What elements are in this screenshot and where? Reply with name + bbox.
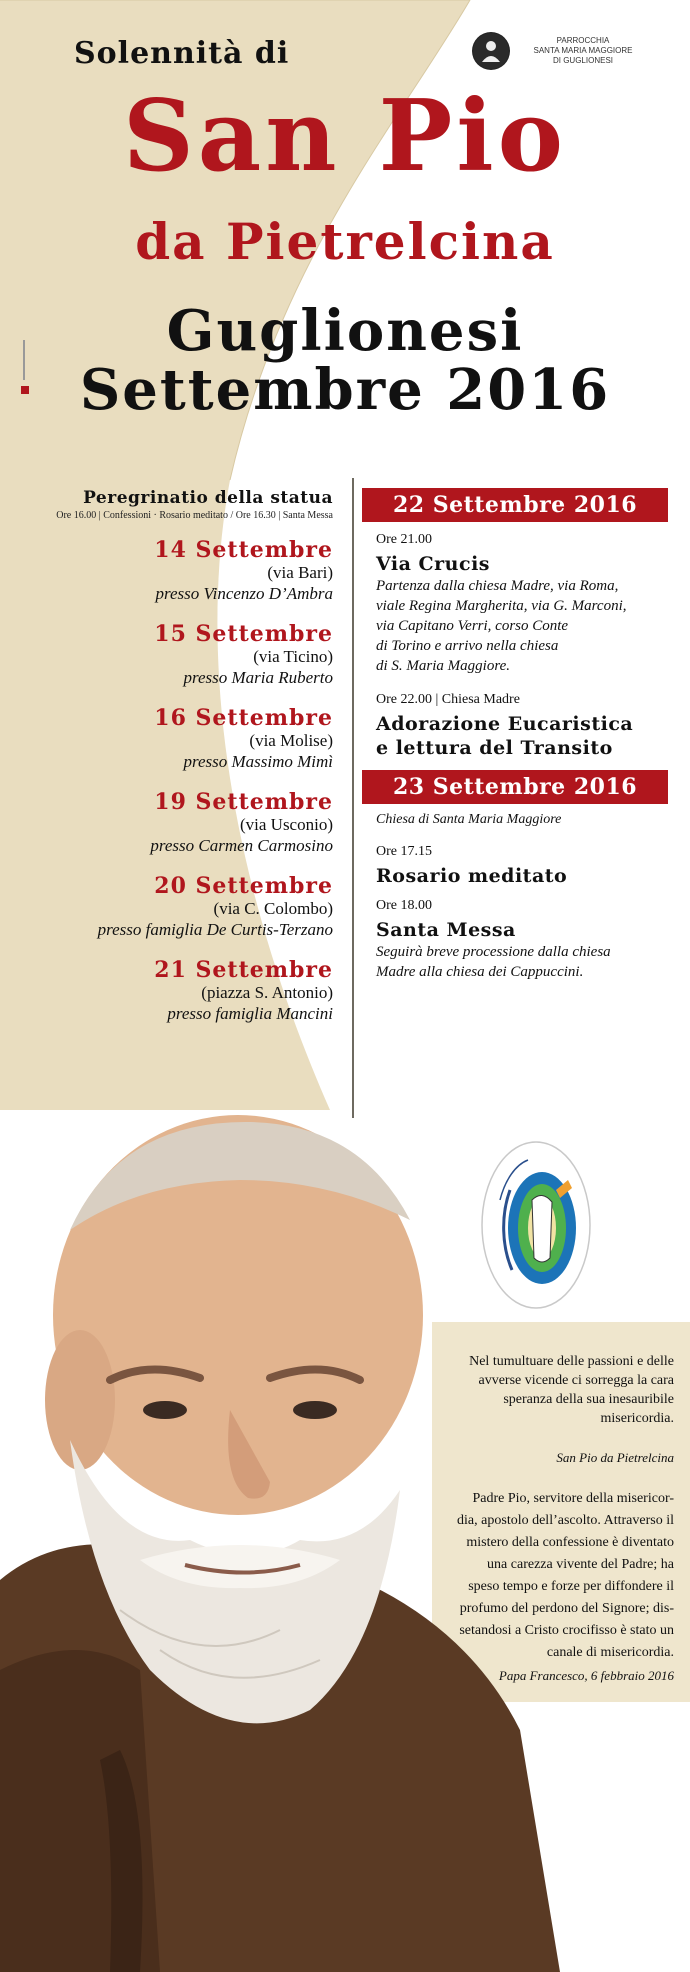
day-banner-23: 23 Settembre 2016 [362, 770, 668, 804]
stop-street: (piazza S. Antonio) [201, 983, 333, 1002]
stop-street: (via C. Colombo) [213, 899, 333, 918]
stop-street: (via Molise) [249, 731, 333, 750]
quote-signature-papa-francesco: Papa Francesco, 6 febbraio 2016 [498, 1668, 674, 1683]
quote-line: Padre Pio, servitore della misericor- [472, 1491, 674, 1506]
event-description-line: Partenza dalla chiesa Madre, via Roma, [376, 578, 619, 594]
peregrinatio-stop [0, 789, 333, 857]
quote-line: speranza della sua inesauribile [503, 1392, 674, 1407]
stop-host: presso famiglia Mancini [167, 1004, 333, 1023]
event-description [362, 576, 672, 676]
peregrinatio-stop [0, 957, 333, 1025]
parish-logo [472, 32, 642, 72]
stop-date: 21 Settembre [154, 957, 333, 983]
quote-line: speso tempo e forze per diffondere il [468, 1579, 674, 1594]
peregrinatio-column [0, 488, 333, 1025]
header-month: Settembre 2016 [79, 356, 611, 423]
event-time: Ore 18.00 [376, 898, 432, 913]
quote-line: una carezza vivente del Padre; ha [487, 1557, 674, 1572]
event-description-line: di Torino e arrivo nella chiesa [376, 638, 559, 654]
stop-host: presso Carmen Carmosino [150, 836, 333, 855]
event-title: Rosario meditato [376, 865, 568, 887]
peregrinatio-stop [0, 621, 333, 689]
stop-street: (via Bari) [267, 563, 333, 582]
event-title-line: Adorazione Eucaristica [376, 713, 634, 735]
quote-line: Nel tumultuare delle passioni e delle [469, 1354, 674, 1369]
quote-line: misericordia. [600, 1411, 674, 1426]
stop-date: 19 Settembre [154, 789, 333, 815]
event-description-line: via Capitano Verri, corso Conte [376, 618, 569, 634]
quote-line: canale di misericordia. [546, 1645, 674, 1660]
stop-host: presso Maria Ruberto [183, 668, 333, 687]
stop-date: 16 Settembre [154, 705, 333, 731]
parish-emblem-icon [472, 32, 510, 70]
quote-signature-san-pio: San Pio da Pietrelcina [556, 1450, 674, 1465]
parish-logo-line: PARROCCHIA [556, 36, 610, 45]
quote-line: profumo del perdono del Signore; dis- [459, 1601, 674, 1616]
event-time: Ore 17.15 [376, 844, 432, 859]
quote-line: setandosi a Cristo crocifisso è stato un [459, 1623, 674, 1638]
event-description-line: Madre alla chiesa dei Cappuccini. [376, 964, 584, 980]
stop-host: presso Vincenzo D’Ambra [155, 584, 333, 603]
peregrinatio-title: Peregrinatio della statua [83, 488, 333, 508]
padre-pio-portrait-illustration [0, 1110, 560, 1972]
event-description-line: viale Regina Margherita, via G. Marconi, [376, 598, 627, 614]
event-title: Santa Messa [376, 919, 516, 941]
stop-host: presso Massimo Mimì [183, 752, 333, 771]
event-time: Ore 21.00 [376, 532, 432, 547]
parish-logo-line: SANTA MARIA MAGGIORE [533, 46, 633, 55]
header-town: Guglionesi [166, 298, 524, 364]
stop-date: 20 Settembre [154, 873, 333, 899]
event-title [362, 712, 672, 760]
parish-logo-line: DI GUGLIONESI [552, 56, 613, 65]
peregrinatio-stop [0, 873, 333, 941]
header-title: San Pio [123, 79, 567, 194]
peregrinatio-info: Ore 16.00 | Confessioni · Rosario meditato / Ore 16.30 | Santa Messa [56, 510, 333, 521]
quote-line: mistero della confessione è diventato [466, 1535, 674, 1550]
quote-line: dia, apostolo dell’ascolto. Attraverso il [457, 1513, 674, 1528]
event-description-line: di S. Maria Maggiore. [376, 658, 511, 674]
peregrinatio-stop [0, 537, 333, 605]
stop-street: (via Usconio) [239, 815, 333, 834]
header-town-date [0, 298, 690, 423]
day-banner-22: 22 Settembre 2016 [362, 488, 668, 522]
peregrinatio-stop [0, 705, 333, 773]
event-title: Via Crucis [376, 553, 490, 575]
stop-date: 15 Settembre [154, 621, 333, 647]
event-place: Chiesa di Santa Maria Maggiore [376, 812, 562, 827]
quote-line: avverse vicende ci sorregga la cara [478, 1373, 674, 1388]
column-divider [352, 478, 354, 1118]
parish-logo-text [518, 36, 648, 66]
program-column [362, 488, 672, 982]
event-title-line: e lettura del Transito [376, 737, 613, 759]
stop-street: (via Ticino) [253, 647, 333, 666]
event-description-line: Seguirà breve processione dalla chiesa [376, 944, 611, 960]
header-subtitle: da Pietrelcina [135, 212, 555, 271]
header-line-1: Solennità di [74, 36, 290, 71]
event-description [362, 942, 672, 982]
stop-date: 14 Settembre [154, 537, 333, 563]
stop-host: presso famiglia De Curtis-Terzano [97, 920, 333, 939]
event-time: Ore 22.00 | Chiesa Madre [376, 692, 520, 707]
